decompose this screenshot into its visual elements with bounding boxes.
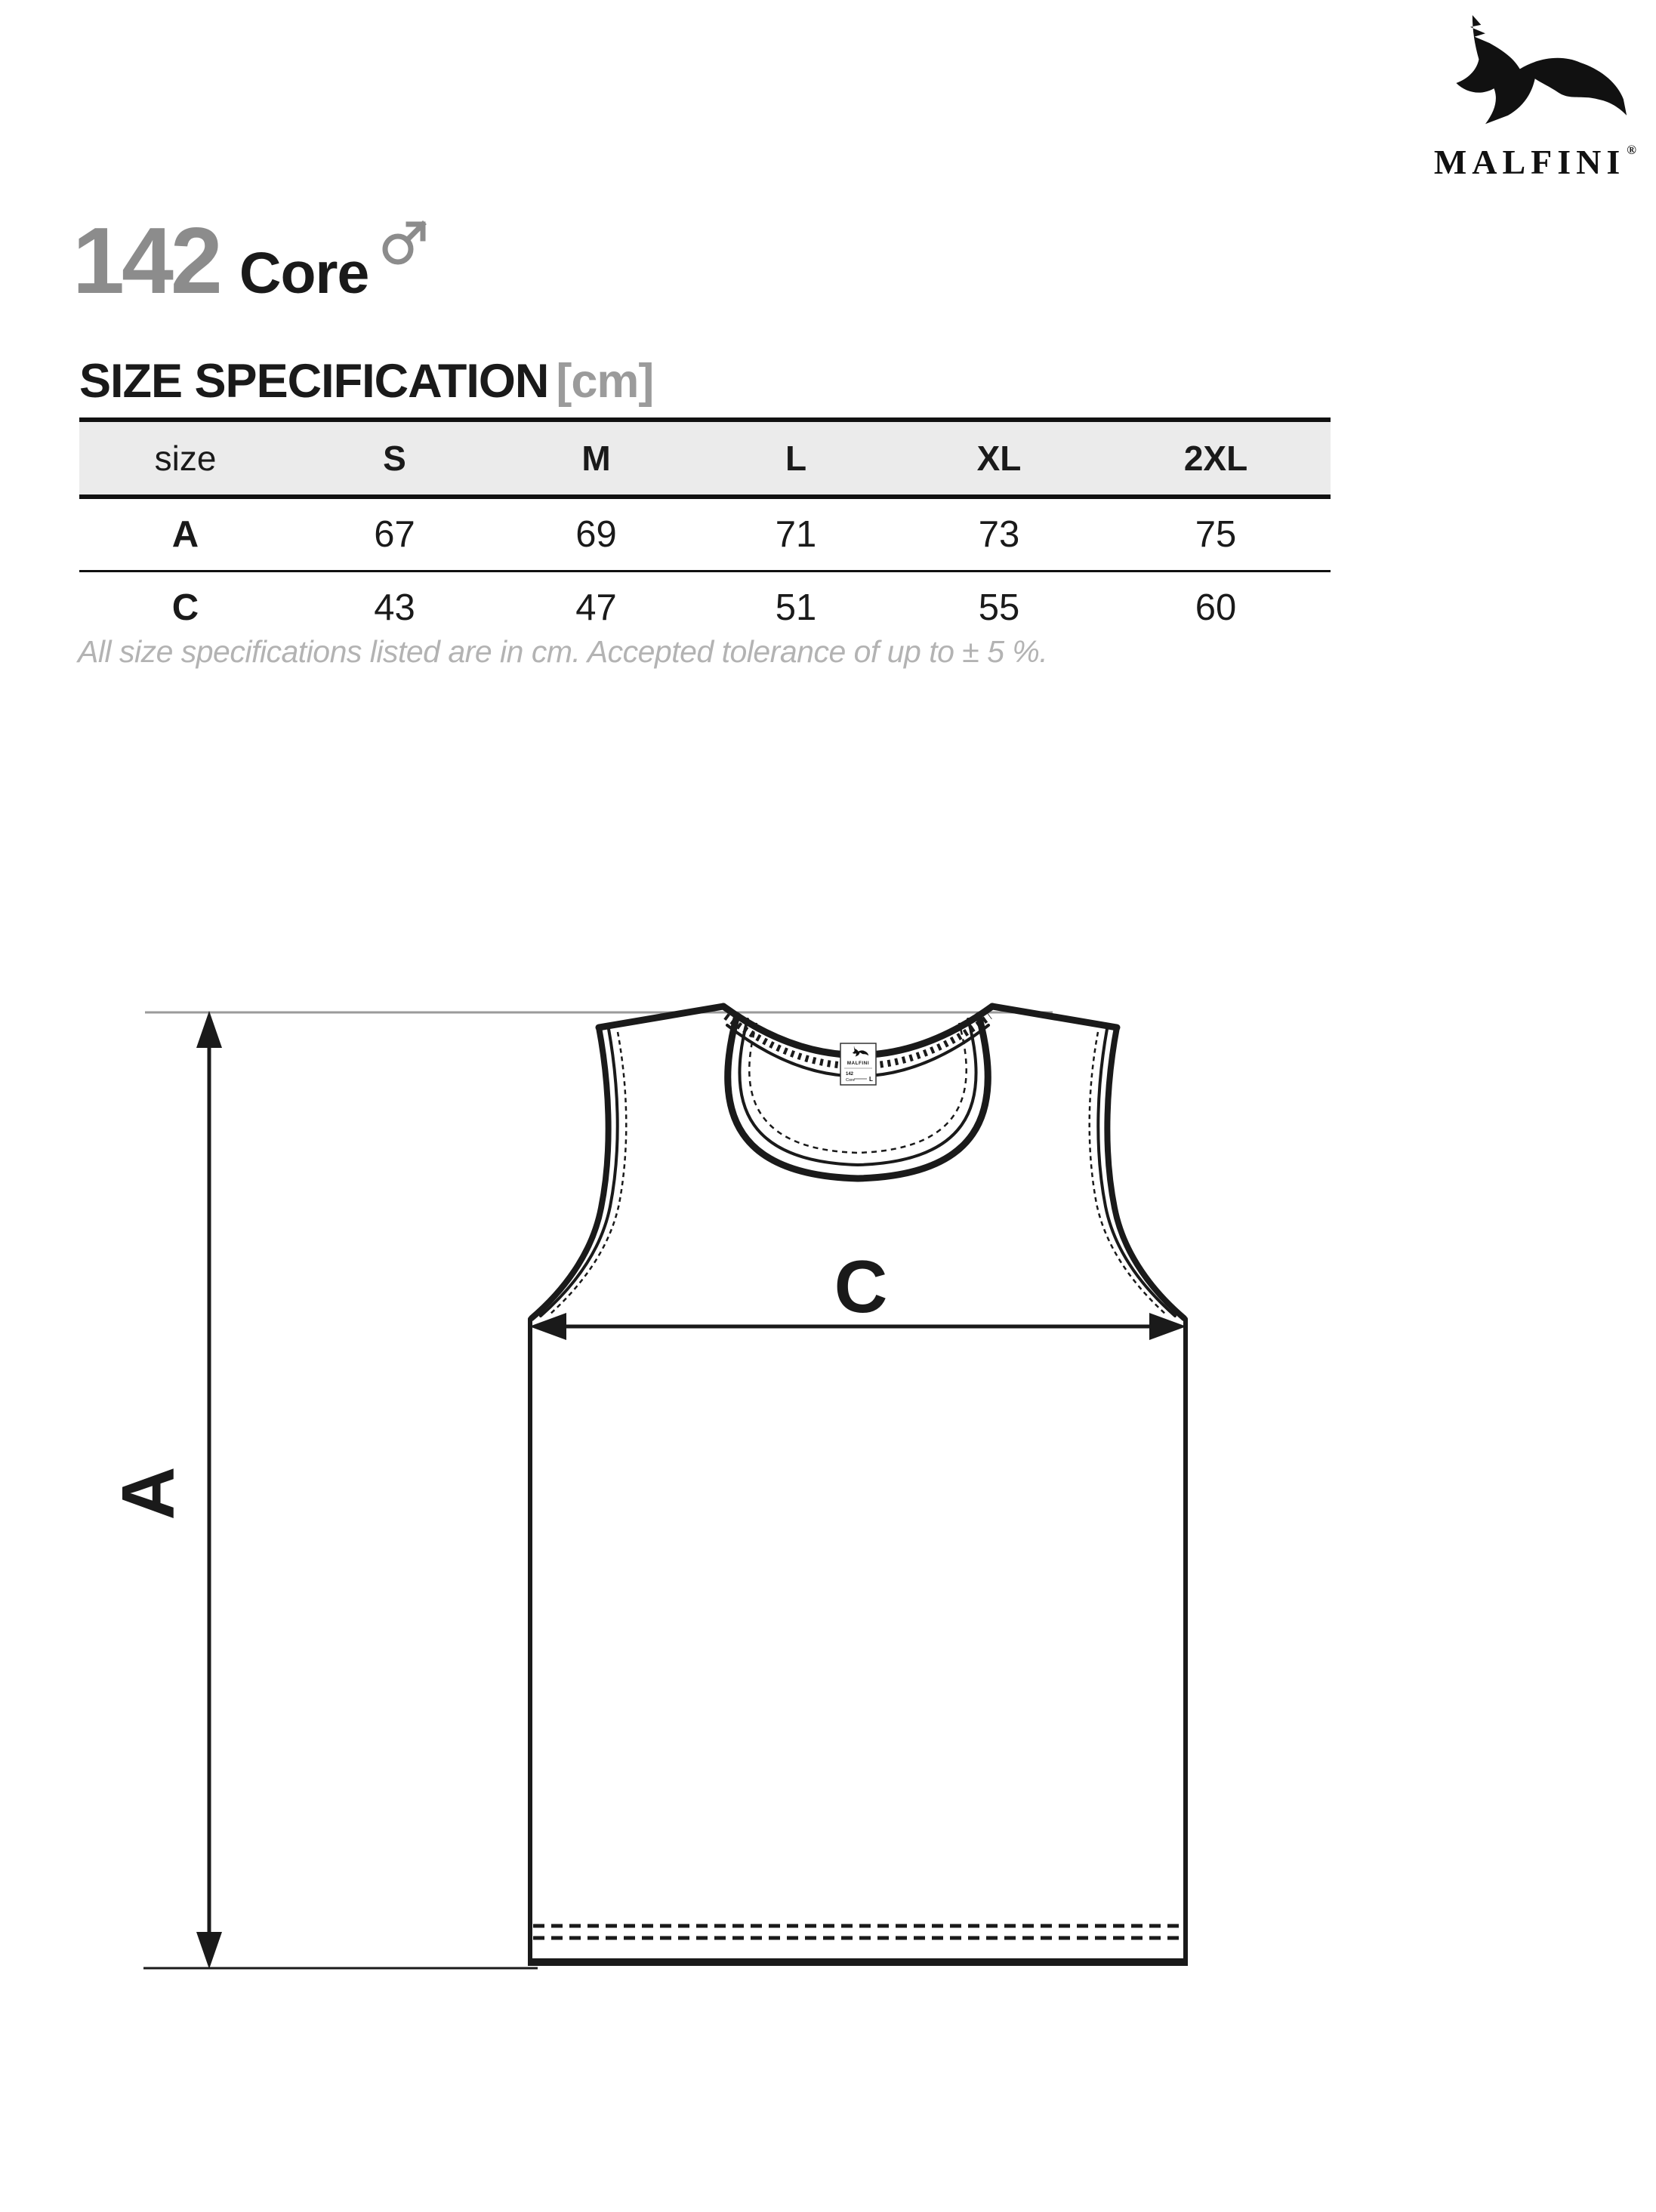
header-cell-2xl: 2XL <box>1183 439 1248 478</box>
malfini-bird-icon <box>1410 5 1636 139</box>
registered-trademark: ® <box>1627 143 1636 157</box>
tank-top-outline <box>528 1006 1188 1963</box>
dimension-a-label: A <box>106 1466 190 1520</box>
value-cell: 67 <box>374 514 415 555</box>
brand-logo <box>1380 5 1636 180</box>
male-gender-icon <box>381 210 429 271</box>
section-unit: [cm] <box>556 355 654 408</box>
value-cell: 55 <box>978 587 1020 628</box>
care-label <box>840 1043 876 1085</box>
header-cell-m: M <box>581 439 611 478</box>
row-label-c: C <box>171 587 199 628</box>
section-heading <box>79 355 654 408</box>
care-label-name: Core <box>846 1078 855 1083</box>
value-cell: 75 <box>1195 514 1237 555</box>
value-cell: 51 <box>775 587 817 628</box>
table-row-a <box>79 497 1331 571</box>
product-name: Core <box>239 241 369 306</box>
care-label-code: 142 <box>846 1072 854 1077</box>
value-cell: 60 <box>1195 587 1237 628</box>
dimension-a-arrow <box>196 1011 222 1969</box>
dimension-c-label: C <box>834 1245 888 1328</box>
value-cell: 47 <box>575 587 617 628</box>
size-table-header-row <box>79 420 1331 497</box>
header-cell-l: L <box>785 439 807 478</box>
brand-name: MALFINI <box>1433 143 1626 181</box>
brand-wordmark <box>1434 145 1636 180</box>
section-title: SIZE SPECIFICATION <box>79 355 549 408</box>
row-label-a: A <box>171 514 199 555</box>
header-cell-size: size <box>154 439 217 478</box>
garment-size-diagram <box>0 974 1656 2008</box>
value-cell: 69 <box>575 514 617 555</box>
tolerance-footnote: All size specifications listed are in cm. Accepted tolerance of up to ± 5 %. <box>78 634 1048 669</box>
care-label-size: L <box>869 1076 873 1083</box>
table-row-c <box>79 571 1331 644</box>
care-label-brand: MALFINI <box>847 1061 870 1066</box>
header-cell-s: S <box>383 439 406 478</box>
header-cell-xl: XL <box>976 439 1022 478</box>
size-table <box>79 417 1331 643</box>
value-cell: 71 <box>775 514 817 555</box>
product-title <box>72 209 429 313</box>
value-cell: 43 <box>374 587 415 628</box>
value-cell: 73 <box>978 514 1020 555</box>
product-code: 142 <box>72 209 220 313</box>
